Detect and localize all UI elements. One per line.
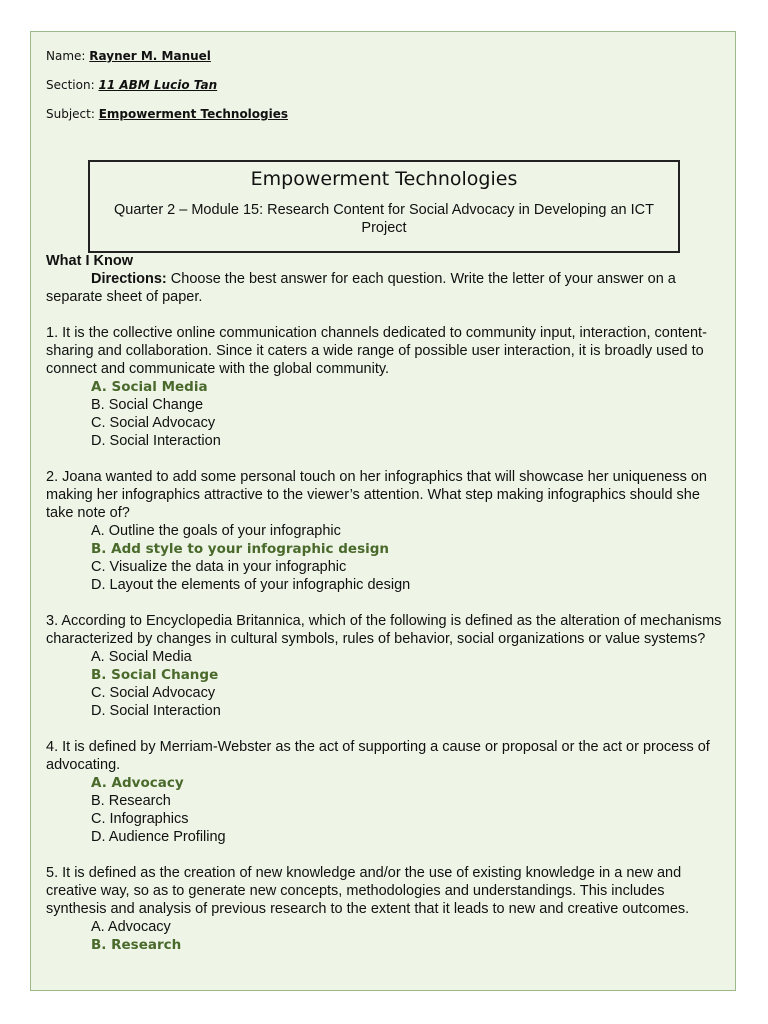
question-3 (46, 612, 726, 720)
question-text: 5. It is defined as the creation of new knowledge and/or the use of existing knowledge in a new and creative way, so as to generate new concepts, methodologies and understandings. This includes synthesis and analysis of previous research to the extent that it leads to new and creative outcomes. (46, 865, 690, 917)
answer-option: D. Layout the elements of your infographic design (91, 577, 411, 593)
answer-option: A. Outline the goals of your infographic (91, 523, 341, 539)
subject-label: Subject: (46, 107, 95, 121)
answer-option: D. Audience Profiling (91, 829, 226, 845)
section-line (46, 77, 217, 93)
section-value: 11 ABM Lucio Tan (98, 78, 218, 92)
document-title: Empowerment Technologies (250, 168, 518, 190)
question-2 (46, 468, 726, 594)
answer-option: A. Social Media (91, 649, 192, 665)
name-line (46, 48, 211, 64)
subject-value: Empowerment Technologies (98, 107, 289, 121)
answer-option: B. Social Change (91, 397, 204, 413)
directions-label: Directions: (91, 271, 167, 287)
answer-option-selected: B. Social Change (91, 667, 219, 683)
name-label: Name: (46, 49, 86, 63)
document-page (30, 31, 736, 991)
answer-option-selected: B. Research (91, 937, 182, 953)
answer-option-selected: A. Advocacy (91, 775, 184, 791)
answer-option: A. Advocacy (91, 919, 171, 935)
question-5 (46, 864, 726, 954)
answer-option: C. Social Advocacy (91, 685, 216, 701)
directions (46, 270, 726, 306)
section-label: Section: (46, 78, 95, 92)
directions-text: Choose the best answer for each question. Write the letter of your answer on a separate sheet of paper. (46, 271, 676, 305)
question-text: 3. According to Encyclopedia Britannica, which of the following is defined as the alteration of mechanisms characterized by changes in cultural symbols, rules of behavior, social organizations or value systems? (46, 613, 722, 647)
answer-option: B. Research (91, 793, 171, 809)
module-subtitle: Quarter 2 – Module 15: Research Content for Social Advocacy in Developing an ICT Project (113, 202, 654, 236)
question-4 (46, 738, 726, 846)
question-list (46, 324, 726, 954)
answer-option: C. Visualize the data in your infographic (91, 559, 347, 575)
title-box (88, 160, 680, 253)
section-heading: What I Know (46, 253, 133, 269)
question-1 (46, 324, 726, 450)
answer-option: D. Social Interaction (91, 433, 221, 449)
question-text: 1. It is the collective online communication channels dedicated to community input, interaction, content-sharing and collaboration. Since it caters a wide range of possible user interaction, it is broadly used to connect and communicate with the global community. (46, 325, 707, 377)
answer-option: D. Social Interaction (91, 703, 221, 719)
question-text: 2. Joana wanted to add some personal touch on her infographics that will showcase her uniqueness on making her infographics attractive to the viewer’s attention. What step making infographics should she take note of? (46, 469, 707, 521)
question-text: 4. It is defined by Merriam-Webster as the act of supporting a cause or proposal or the act or process of advocating. (46, 739, 710, 773)
answer-option-selected: B. Add style to your infographic design (91, 541, 390, 557)
quiz-body (46, 252, 726, 954)
answer-option: C. Infographics (91, 811, 189, 827)
name-value: Rayner M. Manuel (89, 49, 211, 63)
answer-option: C. Social Advocacy (91, 415, 216, 431)
subject-line (46, 106, 288, 122)
answer-option-selected: A. Social Media (91, 379, 208, 395)
